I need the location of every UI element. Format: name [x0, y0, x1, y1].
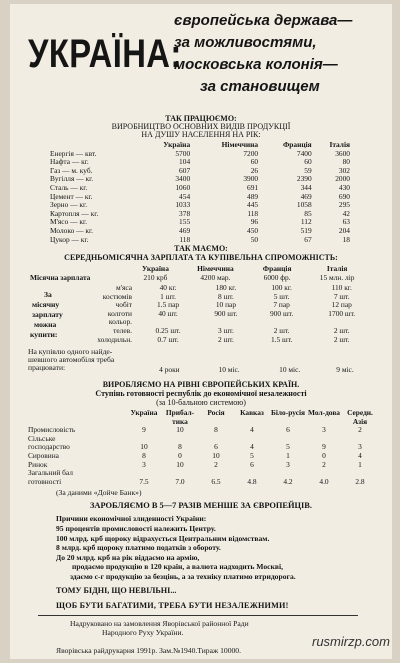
- subtitle-line-2: за можливостями,: [174, 34, 317, 51]
- table-cell: 85: [304, 208, 312, 218]
- table-cell: 5: [250, 450, 254, 460]
- reasons-title: Причини економічної злиденності України:: [56, 514, 207, 523]
- reason-line: 95 процентів промисловості належить Центру.: [56, 524, 216, 533]
- reason-line: 8 млрд. крб щороку платимо податків з обороту.: [56, 543, 221, 552]
- table-cell: 7400: [296, 148, 312, 158]
- table-cell: Цукор — кг.: [50, 234, 89, 244]
- table-cell: 0: [178, 450, 182, 460]
- table-cell: 295: [338, 200, 350, 210]
- side-line: купити:: [30, 330, 58, 339]
- table-cell: Сировина: [28, 450, 59, 460]
- table-cell: 344: [300, 182, 312, 192]
- table-cell: 5 шт.: [273, 291, 290, 301]
- table-cell: Україна: [130, 408, 158, 417]
- table-cell: 180 кг.: [215, 283, 237, 292]
- table-cell: чобіт: [115, 300, 132, 310]
- table-cell: Мол-дова: [307, 408, 341, 417]
- side-line: можна: [34, 320, 57, 329]
- table-cell: 2000: [335, 174, 350, 184]
- table-cell: Ринок: [28, 459, 48, 469]
- table-cell: Німеччина: [197, 264, 234, 273]
- table-cell: Кавказ: [240, 408, 264, 417]
- table-cell: 1060: [175, 182, 191, 192]
- table-cell: 3600: [335, 148, 350, 158]
- car-label-line: працювати:: [28, 363, 66, 372]
- table-cell: 26: [250, 165, 259, 175]
- salary-row: [30, 274, 370, 283]
- table-cell: Україна: [142, 264, 169, 273]
- table-cell: Газ — м. куб.: [50, 165, 93, 175]
- table-cell: 1 шт.: [160, 291, 176, 301]
- table-cell: господарство: [28, 442, 70, 452]
- table-cell: Росія: [207, 408, 225, 417]
- table-cell: 6: [214, 442, 218, 452]
- table-cell: 7 пар: [273, 300, 290, 310]
- table-cell: 469: [179, 225, 191, 235]
- table-cell: 2390: [296, 174, 312, 184]
- car-label-line: шевшого автомобіля треба: [28, 355, 115, 364]
- reason-line: продаємо продукцію в 120 країн, а валюта надходить Москві,: [72, 562, 284, 571]
- table-cell: 3 шт.: [218, 325, 234, 335]
- table-cell: 450: [247, 225, 259, 235]
- table-cell: 60: [250, 157, 259, 167]
- print-info: Яворівська райдрукарня 1991р. Зам.№1940.Тираж 10000.: [56, 646, 242, 655]
- table-cell: 80: [342, 157, 350, 167]
- table-cell: 4.2: [283, 476, 293, 486]
- production-table: [50, 141, 350, 244]
- table-cell: 8: [214, 425, 218, 435]
- table-cell: 204: [338, 225, 350, 235]
- table-cell: 10 міс.: [218, 365, 240, 374]
- table-cell: 6000 фр.: [263, 272, 291, 282]
- subtitle-line-4: за становищем: [200, 78, 320, 95]
- table-cell: Франція: [262, 264, 292, 273]
- table-cell: Біло-русія: [270, 408, 306, 417]
- s4-title: ЗАРОБЛЯЄМО В 5—7 РАЗІВ МЕНШЕ ЗА ЄВРОПЕЙЦІВ.: [90, 501, 312, 510]
- table-cell: колготи: [107, 308, 132, 318]
- reason-line: здаємо с-г продукцію за безцінь, а за техніку платимо втридорога.: [70, 571, 296, 581]
- table-cell: 2: [322, 459, 326, 469]
- table-cell: Загальний бал: [28, 468, 73, 478]
- table-cell: 10: [212, 450, 220, 460]
- s1-title-2: ВИРОБНИЦТВО ОСНОВНИХ ВИДІВ ПРОДУКЦІЇ: [111, 122, 291, 131]
- table-cell: 4: [250, 425, 254, 435]
- table-cell: 2: [358, 425, 362, 435]
- table-cell: 12 пар: [331, 300, 352, 310]
- table-row: [88, 336, 374, 345]
- table-cell: 42: [342, 208, 350, 218]
- table-cell: 2: [214, 459, 218, 469]
- reasons-list: [56, 524, 296, 581]
- table-cell: 10: [176, 459, 184, 469]
- table-cell: 690: [338, 191, 350, 201]
- table-cell: костюмів: [102, 291, 132, 301]
- table-cell: 2.8: [355, 476, 365, 486]
- watermark: rusmirzp.com: [311, 634, 390, 649]
- table-cell: 2 шт.: [218, 334, 234, 344]
- buy-side-label: [28, 290, 63, 340]
- table-cell: Італія: [326, 264, 348, 273]
- table-cell: 112: [300, 217, 312, 227]
- table-cell: Україна: [163, 140, 191, 149]
- order-line-2: Народного Руху України.: [102, 628, 184, 637]
- purchasing-table: [88, 284, 374, 344]
- side-line: За: [44, 290, 52, 299]
- table-cell: 118: [247, 208, 259, 218]
- table-cell: готовності: [28, 476, 62, 486]
- leaflet-page: [10, 4, 392, 659]
- table-cell: 445: [247, 200, 259, 210]
- table-cell: Молоко — кг.: [50, 225, 93, 235]
- table-cell: Німеччина: [221, 140, 259, 149]
- table-cell: 6: [286, 425, 290, 435]
- source-note: (За даними «Дойче Банк»): [56, 488, 142, 497]
- table-cell: 4: [250, 442, 254, 452]
- s2-title-1: ТАК МАЄМО:: [174, 244, 228, 253]
- table-cell: 1.5 пар: [157, 300, 180, 310]
- salary-header-table: [30, 265, 370, 282]
- slogan-2: ЩОБ БУТИ БАГАТИМИ, ТРЕБА БУТИ НЕЗАЛЕЖНИМИ!: [56, 601, 289, 610]
- table-cell: 10: [176, 425, 184, 435]
- table-cell: 15 млн. лір: [319, 272, 355, 282]
- table-cell: 40 шт.: [158, 308, 178, 318]
- table-cell: кольор.: [108, 317, 132, 327]
- table-cell: 3900: [243, 174, 259, 184]
- table-cell: 4.8: [247, 476, 257, 486]
- table-cell: 100 кг.: [271, 283, 292, 292]
- table-cell: Цемент — кг.: [50, 191, 93, 201]
- table-cell: 3400: [175, 174, 191, 184]
- table-cell: 5: [286, 442, 290, 452]
- table-cell: 7.5: [139, 476, 149, 486]
- table-cell: 7 шт.: [333, 291, 350, 301]
- table-cell: Прибал-тика: [165, 408, 195, 426]
- table-cell: 118: [179, 234, 191, 244]
- car-label: [28, 348, 114, 372]
- table-cell: 4200 мар.: [200, 272, 231, 282]
- table-cell: 2 шт.: [273, 325, 290, 335]
- table-cell: Сільське: [28, 433, 56, 443]
- table-cell: 59: [304, 165, 312, 175]
- table-cell: 5700: [175, 148, 191, 158]
- table-cell: 10 міс.: [279, 365, 301, 374]
- table-cell: 96: [250, 217, 259, 227]
- table-cell: 4: [358, 450, 362, 460]
- table-cell: 3: [322, 425, 326, 435]
- table-cell: 7.0: [175, 476, 185, 486]
- table-cell: 63: [342, 217, 350, 227]
- s1-title-3: НА ДУШУ НАСЕЛЕННЯ НА РІК:: [141, 130, 261, 139]
- table-cell: телев.: [113, 325, 132, 335]
- table-cell: 4 роки: [159, 365, 180, 374]
- table-cell: 7200: [243, 148, 259, 158]
- table-row: [28, 426, 378, 435]
- table-cell: Нафта — кг.: [50, 157, 89, 167]
- table-cell: 4.0: [319, 476, 329, 486]
- reason-line: До 20 млрд. крб на рік віддаємо на армію,: [56, 552, 200, 562]
- footer-divider: [38, 615, 358, 616]
- table-cell: Зерно — кг.: [50, 200, 88, 210]
- table-cell: Сталь — кг.: [50, 182, 88, 192]
- table-cell: 691: [247, 182, 259, 192]
- table-cell: м'яса: [115, 283, 132, 292]
- table-cell: 1: [286, 450, 290, 460]
- table-cell: 50: [250, 234, 259, 244]
- table-row: [28, 461, 378, 470]
- table-cell: 0.25 шт.: [155, 325, 181, 335]
- table-cell: Середн. Азія: [347, 408, 373, 426]
- table-row: [50, 236, 350, 245]
- table-cell: 0: [322, 450, 326, 460]
- table-cell: 1.5 шт.: [270, 334, 293, 344]
- table-cell: 302: [338, 165, 350, 175]
- table-cell: холодильн.: [97, 334, 132, 344]
- table-cell: 6: [250, 459, 254, 469]
- table-cell: Італія: [329, 140, 350, 149]
- table-cell: 607: [179, 165, 191, 175]
- car-row: [140, 366, 370, 375]
- order-line-1: Надруковано на замовлення Яворівської районної Ради: [70, 619, 249, 628]
- table-cell: 2 шт.: [333, 334, 350, 344]
- table-cell: 519: [300, 225, 312, 235]
- side-line: зарплату: [32, 310, 63, 319]
- table-cell: 6.5: [211, 476, 221, 486]
- table-cell: 104: [179, 157, 191, 167]
- table-cell: 8 шт.: [218, 291, 234, 301]
- table-cell: 155: [179, 217, 191, 227]
- table-cell: 3: [286, 459, 290, 469]
- table-cell: 1700 шт.: [328, 308, 356, 318]
- header: [24, 10, 386, 112]
- table-cell: 9 міс.: [336, 365, 354, 374]
- table-cell: 3: [142, 459, 146, 469]
- table-cell: [28, 409, 126, 426]
- s3-title-3: (за 10-бальною системою): [156, 398, 246, 407]
- car-label-line: На купівлю одного найде-: [28, 347, 113, 356]
- table-cell: 210 крб: [143, 272, 168, 282]
- table-cell: 900 шт.: [270, 308, 294, 318]
- car-table: [140, 366, 370, 375]
- table-cell: 1033: [175, 200, 191, 210]
- country-title: УКРАЇНА:: [28, 32, 182, 76]
- table-cell: 8: [142, 450, 146, 460]
- reason-line: 100 млрд. крб щороку відрахується Центральним відомствам.: [56, 533, 270, 543]
- table-cell: 1: [358, 459, 362, 469]
- slogan-1: ТОМУ БІДНІ, ЩО НЕВІЛЬНІ...: [56, 586, 177, 595]
- s2-title-2: СЕРЕДНЬОМІСЯЧНА ЗАРПЛАТА ТА КУПІВЕЛЬНА СПРОМОЖНІСТЬ:: [64, 253, 338, 262]
- table-cell: 378: [179, 208, 191, 218]
- table-cell: 110 кг.: [331, 283, 352, 292]
- table-cell: М'ясо — кг.: [50, 217, 87, 227]
- table-cell: Промисловість: [28, 425, 76, 435]
- table-cell: 469: [300, 191, 312, 201]
- table-row: [28, 478, 378, 487]
- table-cell: 18: [342, 234, 350, 244]
- table-cell: 10 пар: [215, 300, 237, 310]
- table-cell: 10: [140, 442, 148, 452]
- readiness-table: [28, 409, 378, 486]
- table-cell: 0.7 шт.: [157, 334, 179, 344]
- table-cell: Франція: [282, 140, 312, 149]
- table-cell: Енергія — квт.: [50, 148, 97, 158]
- table-header-row: [28, 409, 378, 426]
- side-line: місячну: [32, 300, 60, 309]
- table-cell: 8: [178, 442, 182, 452]
- table-cell: 430: [338, 182, 350, 192]
- table-cell: 489: [247, 191, 259, 201]
- table-cell: 2 шт.: [333, 325, 350, 335]
- table-cell: 60: [304, 157, 312, 167]
- table-cell: Місячна зарплата: [30, 272, 91, 282]
- table-cell: 3: [358, 442, 362, 452]
- table-cell: 900 шт.: [214, 308, 238, 318]
- table-cell: Картопля — кг.: [50, 208, 99, 218]
- table-cell: 9: [142, 425, 146, 435]
- table-cell: 454: [179, 191, 191, 201]
- subtitle-line-1: європейська держава—: [174, 12, 353, 29]
- header-subtitle: [174, 10, 389, 98]
- table-cell: 67: [304, 234, 312, 244]
- table-cell: 40 кг.: [159, 283, 177, 292]
- table-cell: 9: [322, 442, 326, 452]
- s1-title-1: ТАК ПРАЦЮЄМО:: [165, 114, 237, 123]
- table-cell: 1058: [296, 200, 312, 210]
- s3-title-2: Ступінь готовності республік до економічної незалежності: [95, 389, 307, 398]
- table-cell: Вугілля — кг.: [50, 174, 94, 184]
- subtitle-line-3: московська колонія—: [174, 56, 338, 73]
- s3-title-1: ВИРОБЛЯЄМО НА РІВНІ ЄВРОПЕЙСЬКИХ КРАЇН.: [102, 380, 300, 389]
